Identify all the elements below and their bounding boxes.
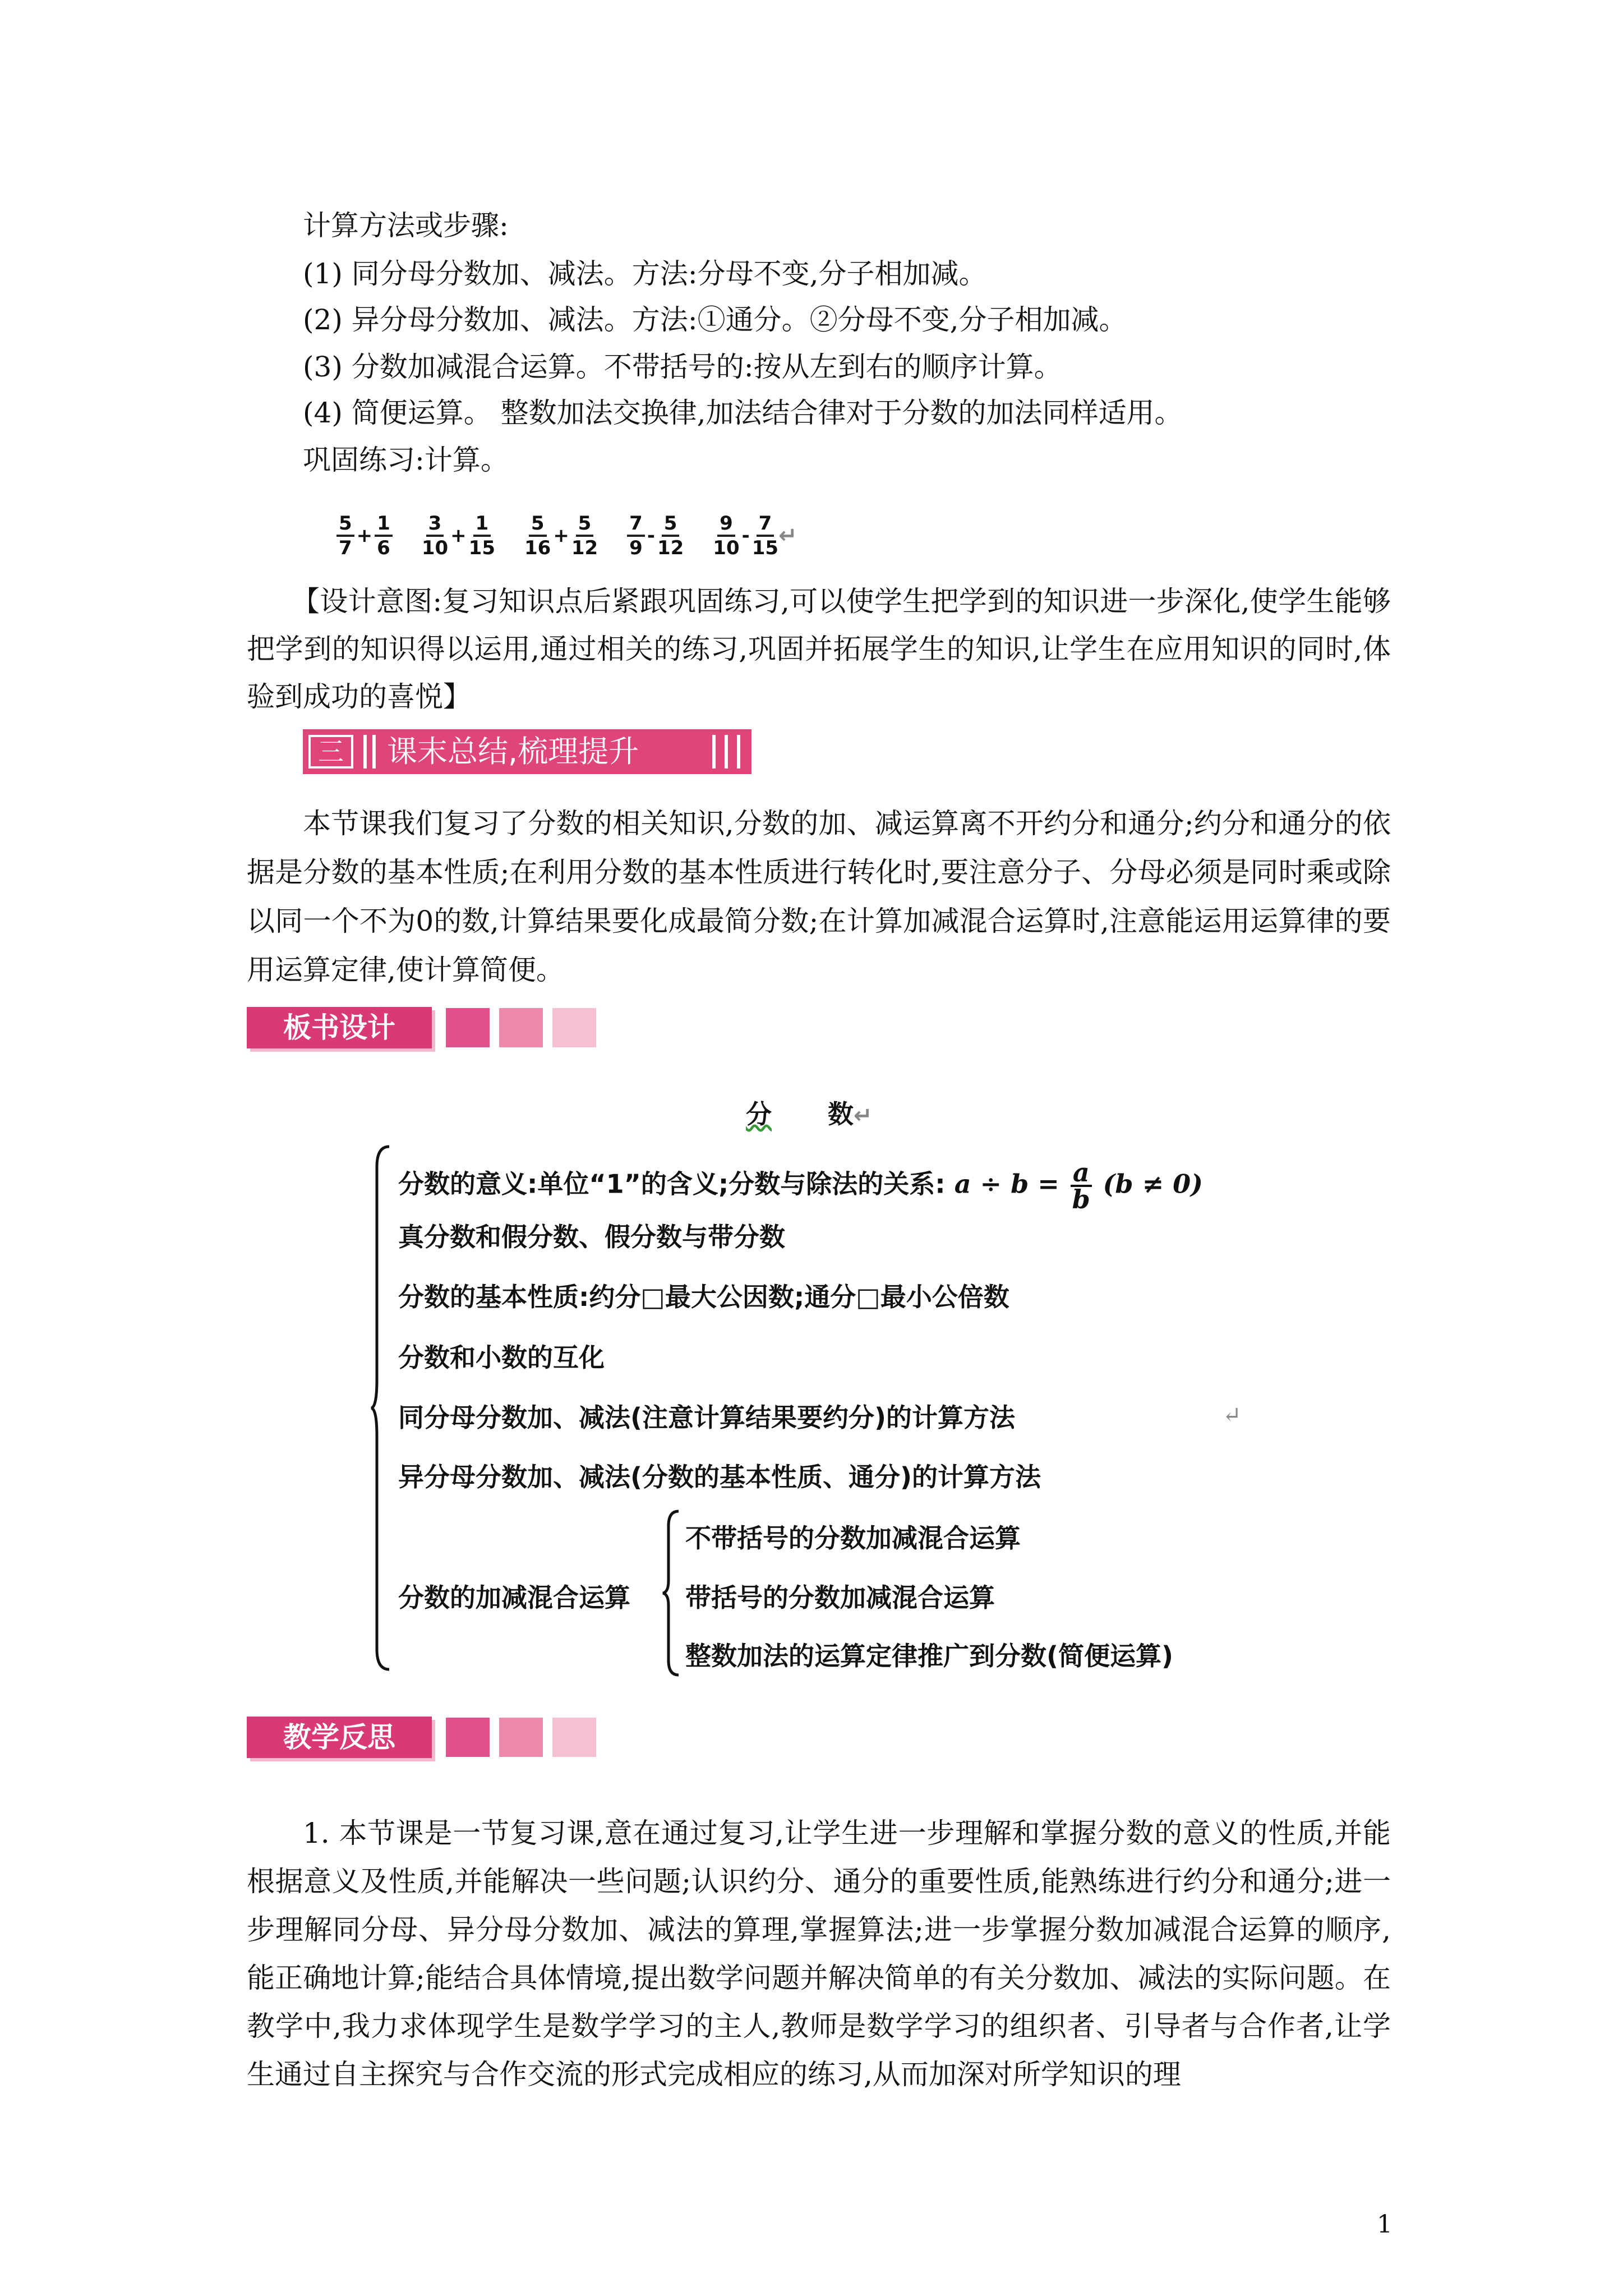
fraction: $\frac{5}{7}$ (336, 512, 354, 559)
return-mark-icon: ↵ (1223, 1402, 1242, 1428)
return-mark-icon: ↵ (778, 523, 797, 549)
board-design-tag (247, 1007, 611, 1052)
fraction: $\frac{1}{6}$ (375, 512, 393, 559)
exercise-expression: $\frac{9}{10}$ - $\frac{7}{15}$ ↵ (713, 512, 797, 559)
section-number: 三 (308, 735, 353, 769)
banner-stripe (712, 735, 716, 769)
board-sub-line: 整数加法的运算定律推广到分数(简便运算) (685, 1641, 1174, 1671)
tag-label: 教学反思 (247, 1717, 432, 1758)
method-item-1: (1) 同分母分数加、减法。方法:分母不变,分子相加减。 (303, 257, 987, 290)
board-line: 分数的基本性质:约分□最大公因数;通分□最小公倍数 (398, 1282, 1009, 1312)
fraction: $\frac{5}{12}$ (571, 512, 598, 559)
exercise-row (336, 505, 797, 567)
page-number: 1 (1377, 2210, 1393, 2239)
banner-stripe (725, 735, 728, 769)
fraction: $\frac{5}{16}$ (524, 512, 551, 559)
tag-square (552, 1718, 596, 1757)
banner-stripe (372, 735, 376, 769)
tag-square (552, 1008, 596, 1047)
tag-label: 板书设计 (247, 1007, 432, 1048)
section-banner (303, 729, 751, 774)
board-line: 分数的意义:单位“1”的含义;分数与除法的关系: a ÷ b = $\frac{a}{b}$ (b ≠ 0) (398, 1157, 1203, 1214)
board-line: 真分数和假分数、假分数与带分数 (398, 1222, 785, 1252)
summary-paragraph: 本节课我们复习了分数的相关知识,分数的加、减运算离不开约分和通分;约分和通分的依据是分数的基本性质;在利用分数的基本性质进行转化时,要注意分子、分母必须是同时乘或除以同一个不为0的数,计算结果要化成最简分数;在计算加减混合运算时,注意能运用运算律的要用运算定律,使计算简便。 (247, 807, 1391, 986)
exercise-expression: $\frac{5}{7}$ + $\frac{1}{6}$ (336, 512, 393, 559)
fraction: $\frac{5}{12}$ (657, 512, 684, 559)
exercise-expression: $\frac{3}{10}$ + $\frac{1}{15}$ (421, 512, 495, 559)
tag-square (499, 1718, 543, 1757)
design-intent: 【设计意图:复习知识点后紧跟巩固练习,可以使学生把学到的知识进一步深化,使学生能够把学到的知识得以运用,通过相关的练习,巩固并拓展学生的知识,让学生在应用知识的同时,体验到成功的喜悦】 (247, 585, 1391, 713)
board-line: 异分母分数加、减法(分数的基本性质、通分)的计算方法 (398, 1462, 1041, 1492)
board-sub-line: 不带括号的分数加减混合运算 (685, 1523, 1021, 1553)
tag-square (446, 1008, 490, 1047)
fraction: $\frac{7}{9}$ (627, 512, 645, 559)
method-item-3: (3) 分数加减混合运算。不带括号的:按从左到右的顺序计算。 (303, 351, 1062, 383)
tag-square (446, 1718, 490, 1757)
method-item-4: (4) 简便运算。 整数加法交换律,加法结合律对于分数的加法同样适用。 (303, 397, 1183, 429)
section-title: 课末总结,梳理提升 (387, 734, 639, 769)
practice-label: 巩固练习:计算。 (303, 444, 509, 476)
banner-stripe (363, 735, 367, 769)
fraction: $\frac{9}{10}$ (713, 512, 740, 559)
reflection-tag (247, 1717, 611, 1761)
board-line: 分数的加减混合运算 (398, 1582, 630, 1613)
methods-heading: 计算方法或步骤: (303, 209, 509, 242)
board-line: 分数和小数的互化 (398, 1342, 605, 1373)
board-line: 同分母分数加、减法(注意计算结果要约分)的计算方法 (398, 1402, 1016, 1433)
inner-brace (662, 1509, 682, 1677)
fraction: $\frac{7}{15}$ (751, 512, 779, 559)
reflection-paragraph: 1. 本节课是一节复习课,意在通过复习,让学生进一步理解和掌握分数的意义的性质,并能根据意义及性质,并能解决一些问题;认识约分、通分的重要性质,能熟练进行约分和通分;进一步理解同分母、异分母分数加、减法的算理,掌握算法;进一步掌握分数加减混合运算的顺序,能正确地计算;能结合具体情境,提出数学问题并解决简单的有关分数加、减法的实际问题。在教学中,我力求体现学生是数学学习的主人,教师是数学学习的组织者、引导者与合作者,让学生通过自主探究与合作交流的形式完成相应的练习,从而加深对所学知识的理 (247, 1817, 1391, 2091)
board-sub-line: 带括号的分数加减混合运算 (685, 1582, 995, 1613)
board-title: 分 数↵ (746, 1099, 873, 1129)
fraction: $\frac{1}{15}$ (468, 512, 495, 559)
method-item-2: (2) 异分母分数加、减法。方法:①通分。②分母不变,分子相加减。 (303, 303, 1127, 336)
banner-stripe (737, 735, 740, 769)
exercise-expression: $\frac{7}{9}$ - $\frac{5}{12}$ (627, 512, 684, 559)
fraction: $\frac{3}{10}$ (421, 512, 449, 559)
tag-square (499, 1008, 543, 1047)
exercise-expression: $\frac{5}{16}$ + $\frac{5}{12}$ (524, 512, 598, 559)
outer-brace (370, 1144, 393, 1672)
